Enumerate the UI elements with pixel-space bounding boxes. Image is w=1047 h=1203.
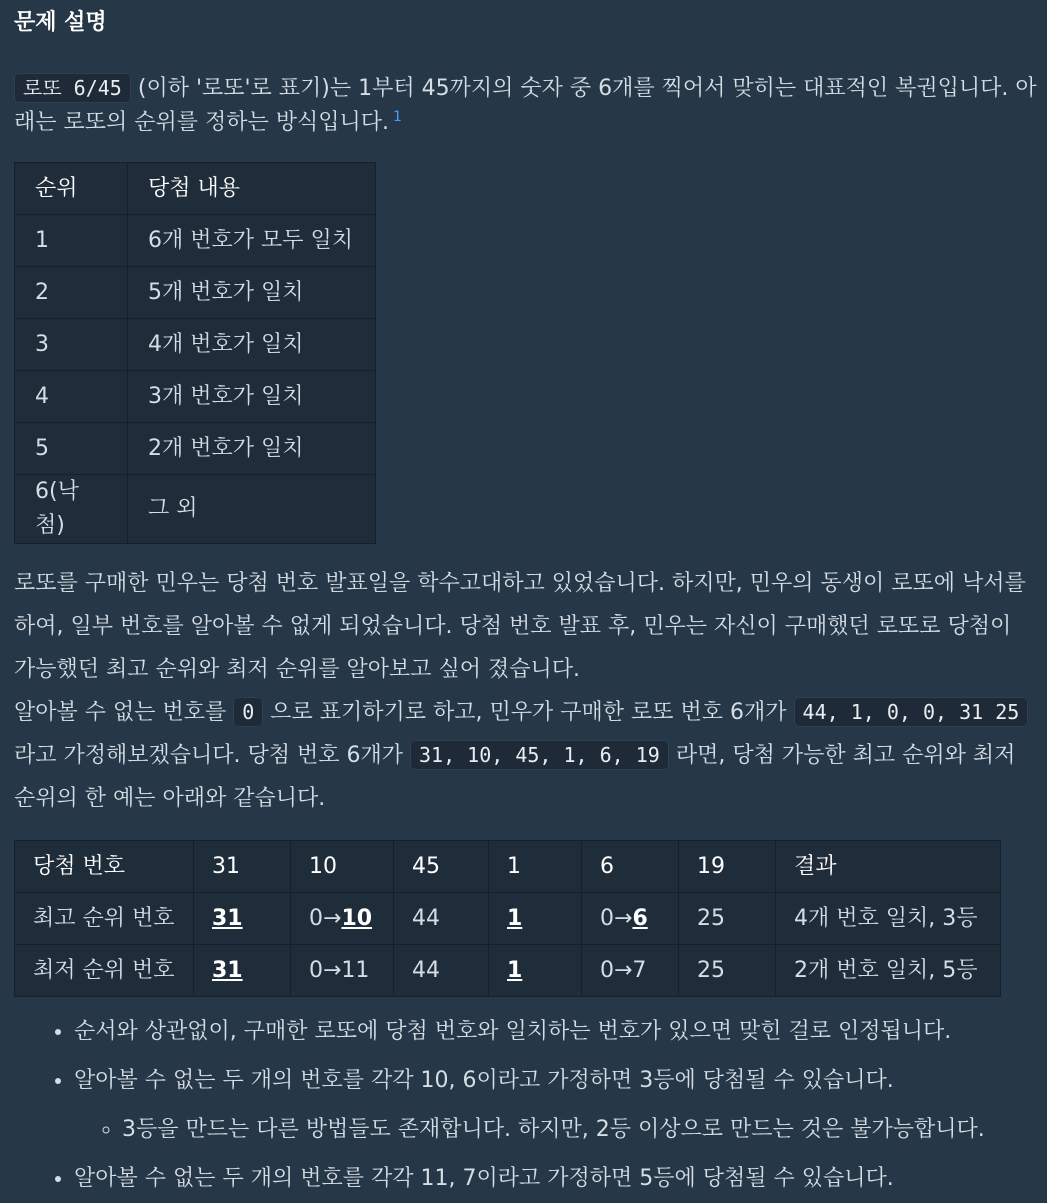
story-fragment: 으로 표기하기로 하고, 민우가 구매한 로또 번호 6개가: [270, 700, 787, 726]
header-cell: 19: [679, 841, 776, 893]
table-row: [15, 267, 376, 319]
story-text-1: 로또를 구매한 민우는 당첨 번호 발표일을 학수고대하고 있었습니다. 하지만, 민우의 동생이 로또에 낙서를 하여, 일부 번호를 알아볼 수 없게 되었습니다. 당첨 번호 발표 후, 민우는 자신이 구매했던 로또로 당첨이 가능했던 최고 순위와 최저 순위를 알아보고 싶어 졌습니다.: [14, 571, 1026, 683]
header-cell: 6: [582, 841, 679, 893]
header-cell: 31: [194, 841, 291, 893]
cell: [489, 945, 582, 997]
example-table: [14, 840, 1001, 997]
header-content: 당첨 내용: [128, 163, 376, 215]
rank-table: [14, 162, 376, 544]
matched-number: 10: [341, 905, 373, 931]
cell: [582, 893, 679, 945]
row-label: 최저 순위 번호: [15, 945, 194, 997]
table-row: [15, 475, 376, 544]
cell: 44: [394, 893, 489, 945]
table-row: [15, 371, 376, 423]
footnote-link[interactable]: 1: [393, 108, 402, 125]
header-cell: 결과: [776, 841, 1001, 893]
content-cell: 2개 번호가 일치: [128, 423, 376, 475]
result-cell: 2개 번호 일치, 5등: [776, 945, 1001, 997]
result-cell: 4개 번호 일치, 3등: [776, 893, 1001, 945]
header-rank: 순위: [15, 163, 128, 215]
lotto-code: 로또 6/45: [14, 73, 131, 103]
cell: 25: [679, 893, 776, 945]
cell: [291, 893, 394, 945]
story-fragment: 라면, 당첨 가능한 최고 순위와 최저 순위의 한 예는 아래와 같습니다.: [14, 743, 1016, 812]
matched-number: 1: [507, 957, 523, 983]
section-heading: 문제 설명: [14, 10, 107, 35]
cell: 44: [394, 945, 489, 997]
matched-number: 6: [632, 905, 648, 931]
problem-description: [14, 0, 1039, 1203]
table-row: [15, 215, 376, 267]
notes-list: [14, 1007, 1039, 1203]
header-cell: 10: [291, 841, 394, 893]
sub-notes-list: [74, 1105, 1039, 1154]
sub-list-item: ◦ 3등을 만드는 다른 방법들도 존재합니다. 하지만, 2등 이상으로 만드는 것은 불가능합니다.: [122, 1105, 1039, 1154]
zero-code: 0: [233, 697, 263, 727]
story-fragment: 라고 가정해보겠습니다. 당첨 번호 6개가: [14, 743, 403, 769]
intro-paragraph: [14, 72, 1039, 140]
rank-cell: 6(낙첨): [15, 475, 128, 544]
cell: 25: [679, 945, 776, 997]
matched-number: 1: [507, 905, 523, 931]
intro-text: (이하 '로또'로 표기)는 1부터 45까지의 숫자 중 6개를 찍어서 맞히는 대표적인 복권입니다. 아래는 로또의 순위를 정하는 방식입니다.: [14, 76, 1037, 136]
content-cell: 6개 번호가 모두 일치: [128, 215, 376, 267]
matched-number: 31: [212, 905, 243, 931]
story-fragment: 알아볼 수 없는 번호를: [14, 700, 227, 726]
row-label: 최고 순위 번호: [15, 893, 194, 945]
story-paragraph: [14, 562, 1039, 820]
list-item: • 알아볼 수 없는 두 개의 번호를 각각 11, 7이라고 가정하면 5등에 당첨될 수 있습니다.: [74, 1154, 1039, 1203]
story-text-2: [14, 691, 1039, 820]
content-cell: 3개 번호가 일치: [128, 371, 376, 423]
list-item: • 순서와 상관없이, 구매한 로또에 당첨 번호와 일치하는 번호가 있으면 맞힌 걸로 인정됩니다.: [74, 1007, 1039, 1056]
header-cell: 당첨 번호: [15, 841, 194, 893]
content-cell: 5개 번호가 일치: [128, 267, 376, 319]
rank-cell: 4: [15, 371, 128, 423]
table-row: [15, 423, 376, 475]
header-cell: 45: [394, 841, 489, 893]
matched-number: 31: [212, 957, 243, 983]
replaced-prefix: 0→: [600, 905, 633, 931]
rank-cell: 2: [15, 267, 128, 319]
header-cell: 1: [489, 841, 582, 893]
table-row: [15, 319, 376, 371]
table-header-row: [15, 163, 376, 215]
cell: 0→7: [582, 945, 679, 997]
table-row: [15, 945, 1001, 997]
rank-cell: 3: [15, 319, 128, 371]
list-item: [74, 1056, 1039, 1154]
rank-cell: 5: [15, 423, 128, 475]
content-cell: 4개 번호가 일치: [128, 319, 376, 371]
cell: [194, 945, 291, 997]
list-item-text: 알아볼 수 없는 두 개의 번호를 각각 10, 6이라고 가정하면 3등에 당첨될 수 있습니다.: [74, 1068, 894, 1094]
replaced-prefix: 0→: [309, 905, 342, 931]
cell: 0→11: [291, 945, 394, 997]
content-cell: 그 외: [128, 475, 376, 544]
rank-cell: 1: [15, 215, 128, 267]
table-row: [15, 893, 1001, 945]
winning-numbers-code: 31, 10, 45, 1, 6, 19: [410, 740, 669, 770]
table-header-row: [15, 841, 1001, 893]
cell: [194, 893, 291, 945]
bought-numbers-code: 44, 1, 0, 0, 31 25: [794, 697, 1029, 727]
cell: [489, 893, 582, 945]
